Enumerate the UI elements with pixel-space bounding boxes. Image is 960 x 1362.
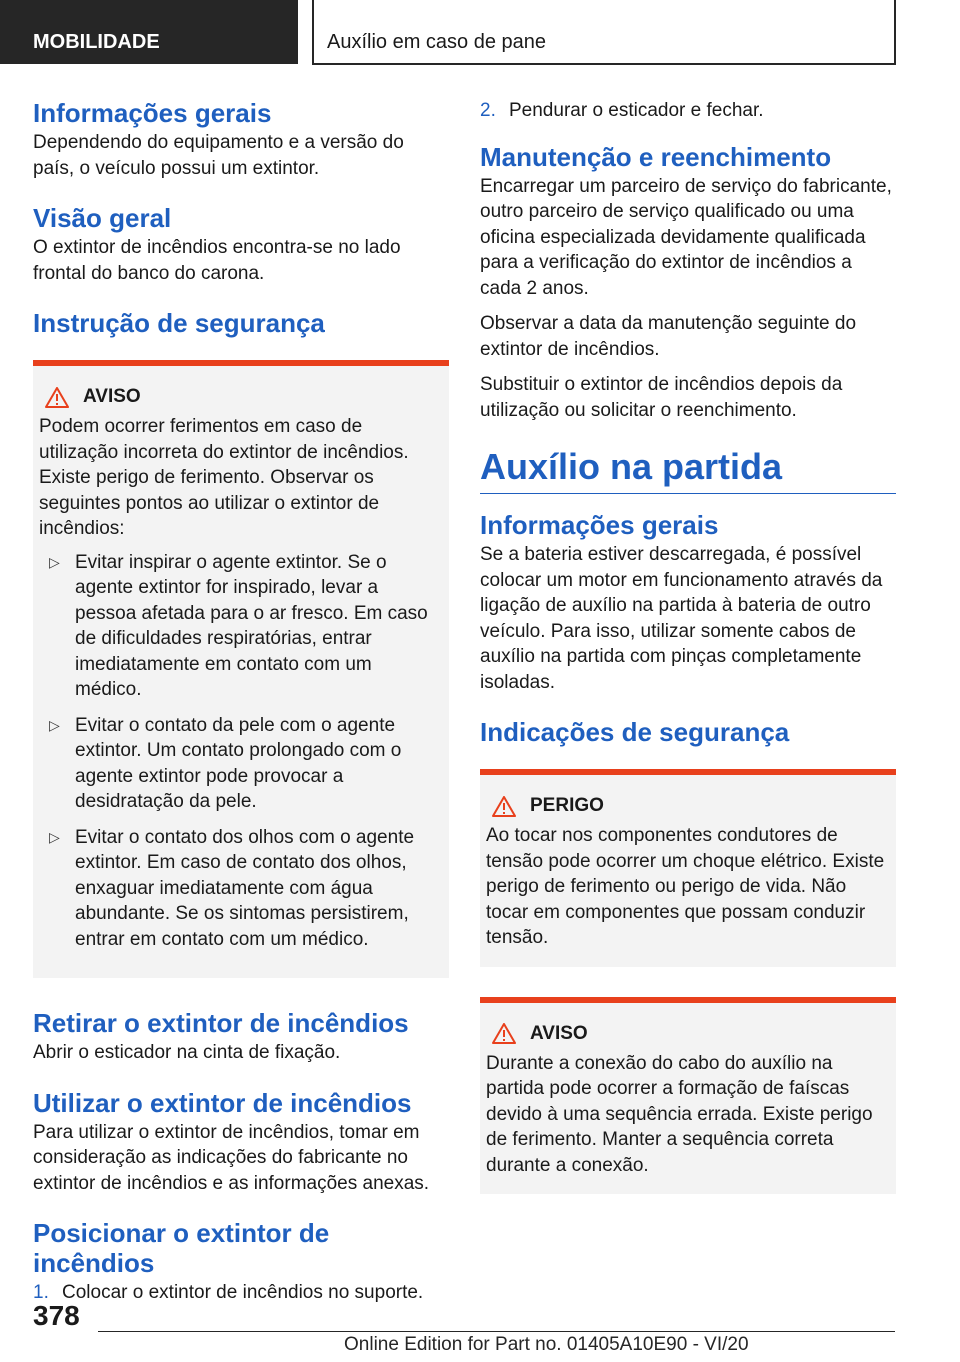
step-item [480,98,896,124]
para-utilizar: Para utilizar o extintor de incêndios, tomar em consideração as indicações do fabricante no extintor de incêndios e as informações anexas. [33,1121,430,1194]
step-number: 1. [33,1282,49,1303]
warning-box [33,360,449,978]
danger-text: Ao tocar nos componentes condutores de tensão pode ocorrer um choque elétrico. Existe perigo de ferimento ou perigo de vida. Não tocar em componentes que possam conduzir tensão. [486,825,885,948]
para-retirar: Abrir o esticador na cinta de fixação. [33,1042,341,1063]
warning-text-2: Durante a conexão do cabo do auxílio na partida pode ocorrer a formação de faíscas devido à uma sequência errada. Existe perigo de ferimento. Manter a sequência correta durante a conexão. [486,1052,873,1176]
warning-triangle-icon [492,796,516,817]
chapter-title: Auxílio na partida [480,445,896,494]
heading-instrucao: Instrução de segurança [33,308,325,338]
step-item [33,1280,449,1306]
step-text: Pendurar o esticador e fechar. [509,100,764,121]
list-item: ▷ Evitar inspirar o agente extintor. Se o agente extintor for inspirado, levar a pessoa afetada para o ar fresco. Em caso de dificuldades respiratórias, entrar imediatamente em contato com um médico. [39,550,443,703]
triangle-bullet-icon: ▷ [49,553,60,570]
danger-header [492,795,890,817]
left-column [33,98,449,1318]
warning-text: Podem ocorrer ferimentos em caso de utilização incorreta do extintor de incêndios. Existe perigo de ferimento. Observar os seguintes pontos ao utilizar o extintor de incêndios: [39,416,409,539]
heading-indicacoes: Indicações de segurança [480,717,790,747]
para-info-2: Se a bateria estiver descarregada, é possível colocar um motor em funcionamento através da ligação de auxílio na partida à bateria de outro veículo. Para isso, utilizar somente cabos de auxílio na partida com pinças completamente isoladas. [480,544,883,693]
warning-header [45,386,443,408]
list-item: ▷ Evitar o contato da pele com o agente extintor. Um contato prolongado com o agente extintor pode provocar a desidratação da pele. [39,713,443,815]
heading-manutencao: Manutenção e reenchimento [480,141,832,172]
heading-visao: Visão geral [33,203,172,233]
footer-edition: Online Edition for Part no. 01405A10E90 - VI/20 [344,1334,749,1355]
para-visao: O extintor de incêndios encontra-se no lado frontal do banco do carona. [33,237,401,284]
warning-box-2 [480,997,896,1195]
danger-label: PERIGO [530,795,604,816]
warning-triangle-icon [45,387,69,408]
header-title: Auxílio em caso de pane [312,0,896,65]
step-number: 2. [480,100,496,121]
warning-label-2: AVISO [530,1022,588,1044]
triangle-bullet-icon: ▷ [49,828,60,845]
list-item: ▷ Evitar o contato dos olhos com o agente extintor. Em caso de contato dos olhos, enxaguar imediatamente com água abundante. Se os sintomas persistirem, entrar em contato com um médico. [39,825,443,953]
heading-utilizar: Utilizar o extintor de incêndios [33,1087,412,1118]
heading-info: Informações gerais [33,98,272,128]
warning-label: AVISO [83,386,141,407]
para-manutencao-2: Observar a data da manutenção seguinte do extintor de incêndios. [480,313,857,360]
page-number: 378 [33,1300,80,1331]
warning-list [39,550,443,953]
triangle-bullet-icon: ▷ [49,716,60,733]
right-column [480,98,896,1224]
para-info: Dependendo do equipamento e a versão do país, o veículo possui um extintor. [33,132,404,179]
heading-retirar: Retirar o extintor de incêndios [33,1008,409,1038]
heading-info-2: Informações gerais [480,510,719,540]
footer-divider [98,1331,895,1332]
heading-posicionar: Posicionar o extintor de incêndios [33,1218,330,1278]
para-manutencao-1: Encarregar um parceiro de serviço do fabricante, outro parceiro de serviço qualificado ou uma oficina especializada devidamente qualificada para a verificação do extintor de incêndios a cada 2 anos. [480,175,892,299]
header-section: MOBILIDADE [0,0,298,64]
warning-header-2 [492,1023,890,1045]
step-text: Colocar o extintor de incêndios no suporte. [62,1282,424,1303]
para-manutencao-3: Substituir o extintor de incêndios depois da utilização ou solicitar o reenchimento. [480,374,843,421]
warning-triangle-icon [492,1023,516,1044]
danger-box [480,769,896,967]
